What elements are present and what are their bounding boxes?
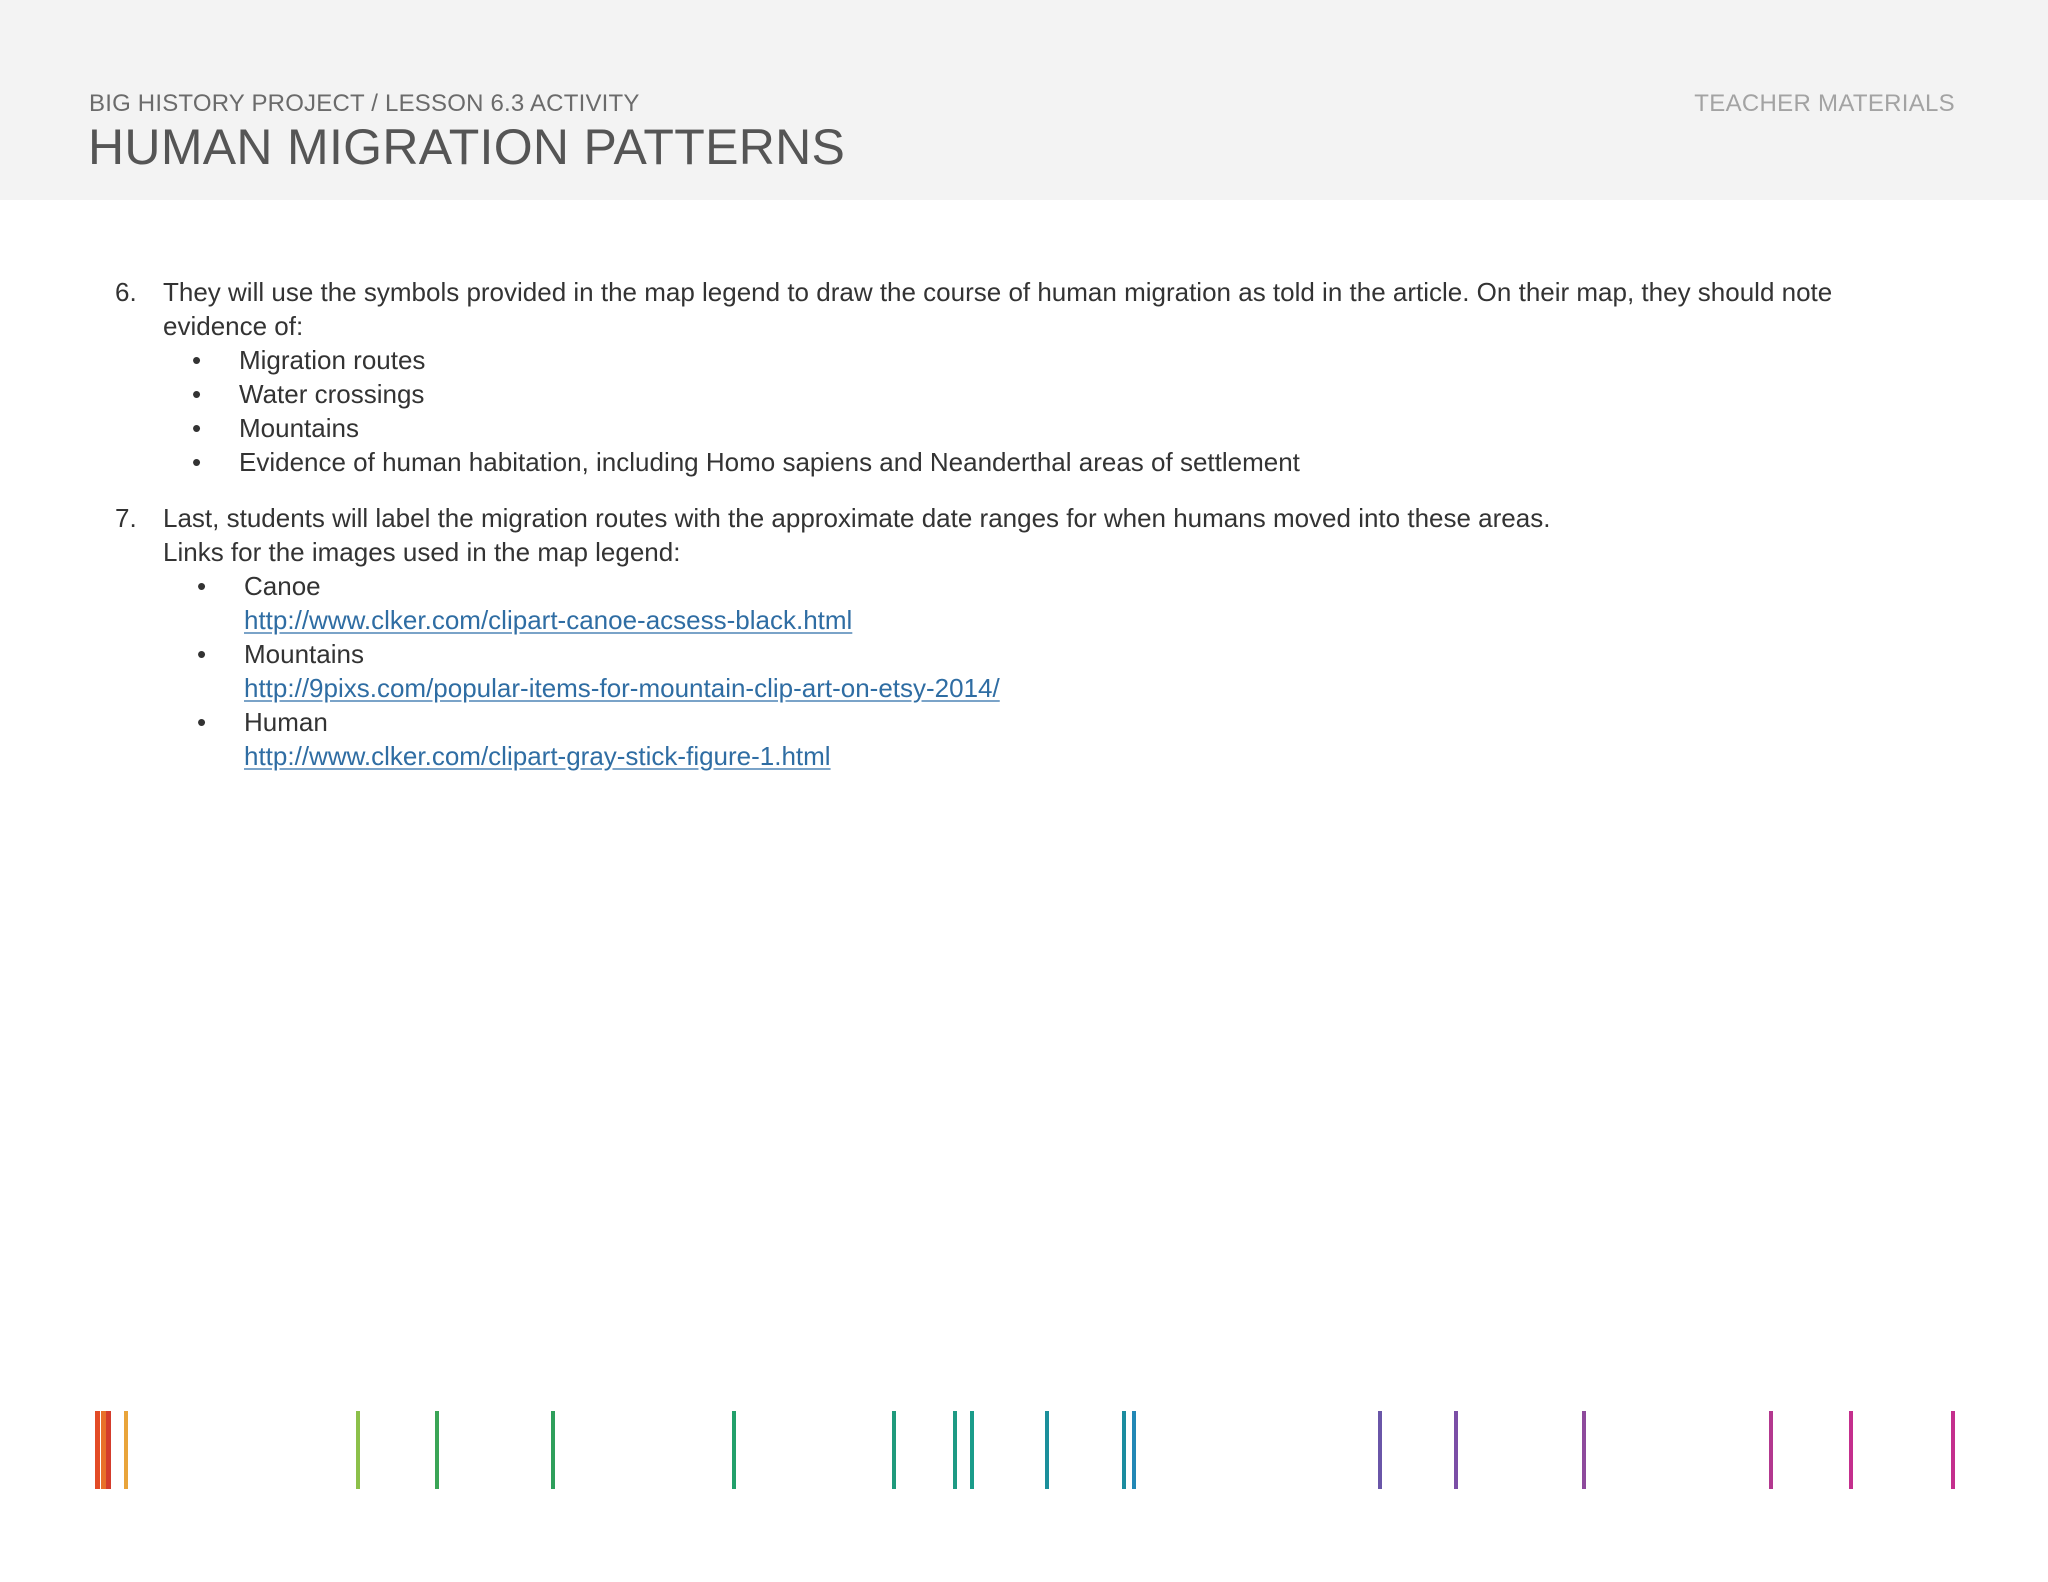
timeline-stripe <box>1849 1411 1853 1489</box>
bullet-icon: • <box>192 345 202 375</box>
timeline-stripe <box>892 1411 896 1489</box>
timeline-stripe <box>1454 1411 1458 1489</box>
timeline-stripe <box>435 1411 439 1489</box>
step-number: 6. <box>115 277 137 307</box>
timeline-stripe <box>124 1411 128 1489</box>
timeline-stripe <box>1122 1411 1126 1489</box>
link-label: Canoe <box>244 571 321 601</box>
timeline-stripe <box>1951 1411 1955 1489</box>
list-item: • Water crossings <box>192 379 425 409</box>
timeline-stripe <box>356 1411 360 1489</box>
step-text: They will use the symbols provided in the map legend to draw the course of human migration as told in the article. On their map, they should note evidence of: <box>163 277 1833 341</box>
timeline-stripe <box>1582 1411 1586 1489</box>
human-link[interactable]: http://www.clker.com/clipart-gray-stick-figure-1.html <box>244 741 831 771</box>
timeline-stripe <box>1045 1411 1049 1489</box>
bullet-icon: • <box>192 379 202 409</box>
step-text: Last, students will label the migration routes with the approximate date ranges for when humans moved into these areas. <box>163 503 1551 533</box>
timeline-stripe <box>101 1411 106 1489</box>
bullet-icon: • <box>197 571 207 601</box>
list-item: • Mountains <box>192 413 359 443</box>
canoe-link[interactable]: http://www.clker.com/clipart-canoe-acsess-black.html <box>244 605 853 635</box>
bullet-icon: • <box>192 413 202 443</box>
timeline-stripe <box>106 1411 111 1489</box>
timeline-stripe <box>732 1411 736 1489</box>
step-subtext: Links for the images used in the map legend: <box>163 537 681 567</box>
timeline-stripe <box>551 1411 555 1489</box>
timeline-stripe <box>953 1411 957 1489</box>
timeline-stripe <box>1769 1411 1773 1489</box>
link-label: Mountains <box>244 639 364 669</box>
mountains-link[interactable]: http://9pixs.com/popular-items-for-mountain-clip-art-on-etsy-2014/ <box>244 673 1000 703</box>
list-item: • Evidence of human habitation, including Homo sapiens and Neanderthal areas of settlement <box>192 447 1300 477</box>
bullet-icon: • <box>192 447 202 477</box>
timeline-stripe <box>1132 1411 1136 1489</box>
teacher-materials-label: TEACHER MATERIALS <box>1694 90 1955 117</box>
timeline-stripe <box>95 1411 100 1489</box>
link-label: Human <box>244 707 328 737</box>
timeline-stripe <box>1378 1411 1382 1489</box>
bullet-icon: • <box>197 639 207 669</box>
timeline-stripe <box>970 1411 974 1489</box>
step-number: 7. <box>115 503 137 533</box>
bullet-icon: • <box>197 707 207 737</box>
list-item: • Migration routes <box>192 345 426 375</box>
lesson-kicker: BIG HISTORY PROJECT / LESSON 6.3 ACTIVITY <box>89 90 640 117</box>
page-title: HUMAN MIGRATION PATTERNS <box>88 119 846 175</box>
